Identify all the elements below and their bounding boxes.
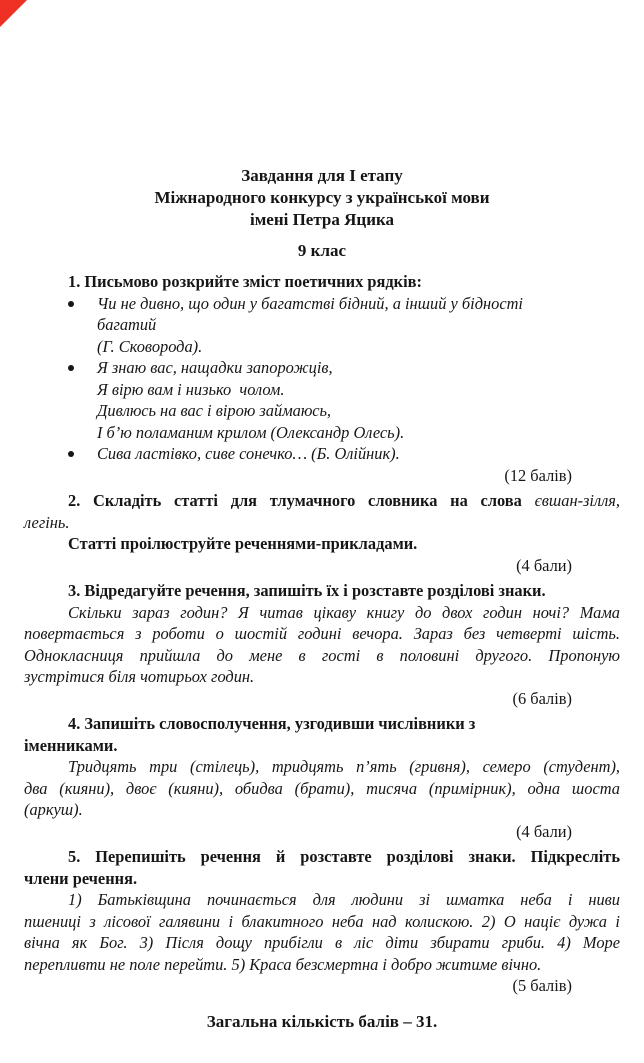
task-5 (24, 846, 620, 997)
quote-line: Сива ластівко, сиве сонечко… (Б. Олійник). (97, 444, 400, 463)
task-3-text-line: зустрітися біля чотирьох годин. (24, 667, 255, 686)
task-2-heading (24, 490, 620, 512)
task-4-heading-line: іменниками. (24, 735, 118, 755)
bullet-item (24, 443, 620, 465)
task-5-text-line: пшениці з лісової галявини і блакитного неба над колискою. 2) О націє дужа і (24, 911, 620, 931)
quote-line: Чи не дивно, що один у багатстві бідний, а інший у бідності (97, 293, 523, 313)
task-4-text-line: два (кияни), двоє (кияни), обидва (брати), тисяча (примірник), одна шоста (24, 778, 620, 798)
task-5-heading-line: 5. Перепишіть речення й розставте розділові знаки. Підкресліть (68, 847, 620, 866)
task-1-heading: 1. Письмово розкрийте зміст поетичних рядків: (68, 272, 422, 291)
total-score-line: Загальна кількість балів – 31. (206, 1011, 438, 1031)
task-2-instruction: Статті проілюструйте реченнями-прикладами. (68, 534, 418, 553)
quote-author: (Г. Сковорода). (97, 336, 203, 356)
bullet-icon (68, 451, 74, 457)
task-2-word-1: євшан-зілля, (534, 491, 620, 510)
bullet-icon (68, 365, 74, 371)
task-4-text-line: (аркуш). (24, 800, 83, 819)
task-1 (24, 271, 620, 486)
grade-label: 9 клас (297, 241, 347, 260)
task-4-heading-line: 4. Запишіть словосполучення, узгодивши числівники з (68, 714, 476, 733)
task-3-text-line: повертається з роботи о шостій годині вечора. Зараз без четверті шість. (24, 624, 620, 643)
bullet-item (24, 293, 620, 358)
page-title-line-2: Міжнародного конкурсу з української мови (154, 188, 490, 207)
quote-line: Дивлюсь на вас і вірою займаюсь, (97, 401, 332, 420)
task-5-text-line: 1) Батьківщина починається для людини зі шматка неба і ниви (68, 890, 620, 909)
task-4-score: (4 бали) (516, 821, 572, 841)
task-2-word-2: легінь. (24, 512, 70, 532)
task-3-text-line: Скільки зараз годин? Я читав цікаву книгу до двох годин ночі? Мама (68, 602, 620, 622)
task-2 (24, 490, 620, 576)
task-3-heading: 3. Відредагуйте речення, запишіть їх і розставте розділові знаки. (68, 581, 546, 600)
task-5-text-line: перепливти не поле перейти. 5) Краса безсмертна і добро житиме вічно. (24, 954, 542, 974)
task-5-score: (5 балів) (512, 976, 572, 995)
task-5-heading-line: члени речення. (24, 868, 138, 888)
quote-line: І б’ю поламаним крилом (Олександр Олесь). (97, 422, 405, 442)
task-3-score: (6 балів) (512, 688, 572, 708)
red-corner-icon (0, 0, 27, 27)
task-3 (24, 580, 620, 709)
task-3-text-line: Однокласниця прийшла до мене в гості в половині другого. Пропоную (24, 645, 620, 665)
task-2-score: (4 бали) (516, 555, 572, 575)
bullet-icon (68, 301, 74, 307)
task-2-heading-bold: 2. Складіть статті для тлумачного словника на слова (68, 491, 522, 510)
quote-line: Я вірю вам і низько чолом. (97, 379, 285, 399)
task-5-text-line: вічна як Бог. 3) Після дощу прибігли в ліс діти збирати гриби. 4) Море (24, 933, 620, 952)
task-4-text-line: Тридцять три (стілець), тридцять п’ять (гривня), семеро (студент), (68, 757, 620, 776)
task-1-score: (12 балів) (504, 465, 572, 485)
quote-line: багатий (97, 315, 157, 334)
quote-line: Я знаю вас, нащадки запорожців, (97, 358, 333, 377)
task-4 (24, 713, 620, 842)
bullet-item (24, 357, 620, 443)
page-title-line-3: імені Петра Яцика (249, 210, 395, 229)
page-title-line-1: Завдання для І етапу (241, 166, 403, 185)
